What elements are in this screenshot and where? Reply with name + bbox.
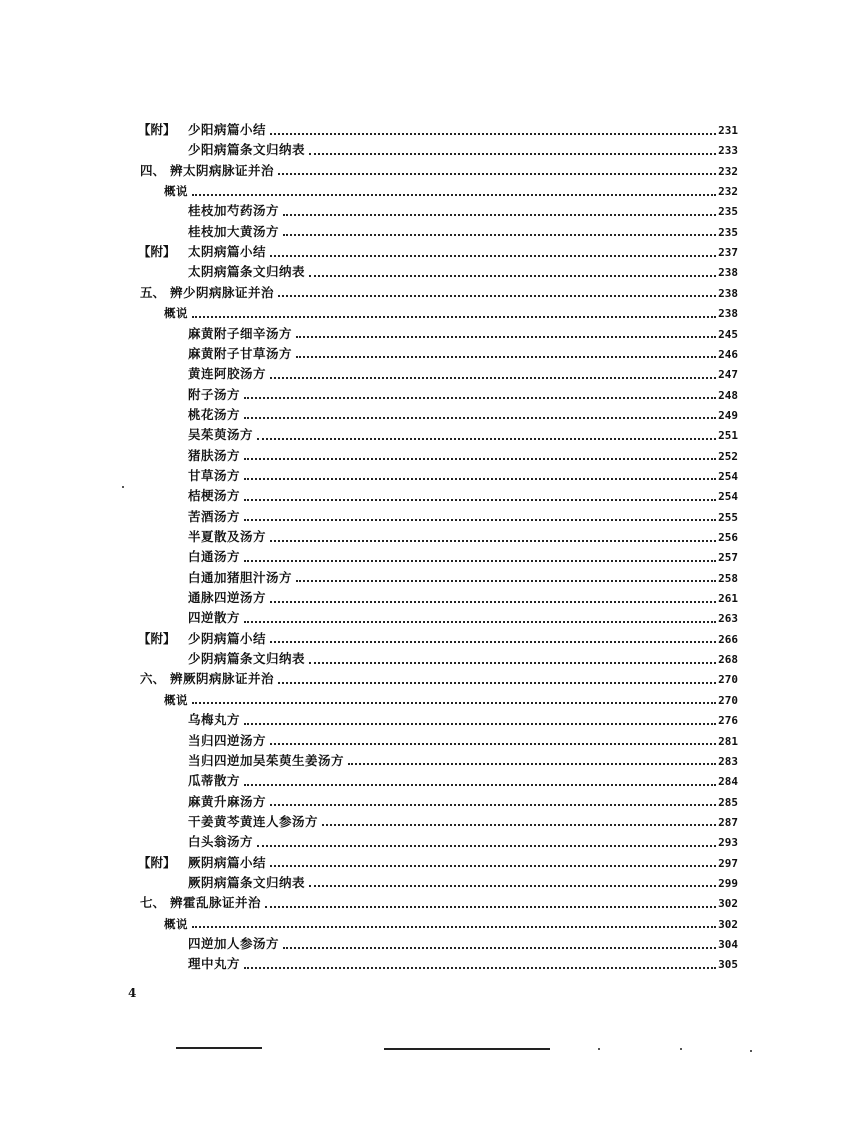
toc-entry [140,161,738,181]
toc-entry-title: 辨太阴病脉证并治 [170,162,275,178]
dot-leader [192,315,716,318]
toc-entry-page-number: 256 [718,531,738,544]
toc-entry [188,608,738,628]
toc-entry-title: 桂枝加芍药汤方 [188,203,280,219]
toc-entry-page-number: 304 [718,938,738,951]
toc-entry [164,303,738,323]
toc-entry [140,669,738,689]
toc-entry-title: 厥阴病篇条文归纳表 [188,874,306,890]
dot-leader [309,661,716,664]
toc-entry-page-number: 249 [718,408,738,422]
toc-entry [188,222,738,242]
toc-entry [188,262,738,282]
dot-leader [192,925,716,928]
toc-entry-title: 吴茱萸汤方 [188,427,254,443]
toc-entry [188,364,738,384]
toc-entry-prefix: 【附】 [138,122,176,137]
toc-entry-title: 麻黄升麻汤方 [188,793,267,809]
dot-leader [283,213,716,216]
toc-entry-title: 少阴病篇小结 [188,630,267,646]
toc-entry-page-number: 238 [718,286,738,300]
toc-entry-page-number: 276 [718,714,738,728]
toc-entry [188,140,738,160]
toc-entry-title: 乌梅丸方 [188,712,241,728]
toc-entry [188,466,738,486]
dot-leader [309,152,716,155]
dot-leader [244,477,716,480]
toc-entry-page-number: 287 [718,815,738,829]
toc-entry [188,792,738,812]
toc-entry-title: 甘草汤方 [188,467,241,483]
toc-entry-prefix: 【附】 [138,244,176,260]
toc-entry-page-number: 281 [718,734,738,748]
toc-entry [188,425,738,445]
toc-entry-page-number: 285 [718,795,738,809]
toc-entry-title: 太阴病篇小结 [188,244,267,260]
toc-entry-title: 通脉四逆汤方 [188,590,267,606]
toc-entry-page-number: 283 [718,754,738,768]
dot-leader [283,233,716,236]
dot-leader [278,294,716,297]
dot-leader [257,437,716,440]
toc-entry-title: 附子汤方 [188,386,241,402]
toc-entry-title: 辨少阴病脉证并治 [170,284,275,300]
dot-leader [278,681,716,684]
toc-entry-page-number: 293 [718,836,738,850]
toc-entry [164,690,738,710]
toc-entry [188,446,738,466]
toc-entry [188,588,738,608]
toc-entry-title: 黄连阿胶汤方 [188,366,267,382]
dot-leader [278,172,716,175]
toc-entry-title: 概说 [164,306,188,321]
toc-entry-page-number: 246 [718,347,738,361]
toc-entry [188,201,738,221]
toc-entry-title: 麻黄附子甘草汤方 [188,345,293,361]
dot-leader [270,640,716,643]
toc-entry-title: 少阳病篇小结 [188,122,267,137]
toc-entry-page-number: 248 [718,388,738,402]
toc-entry-title: 四逆加人参汤方 [188,936,280,951]
toc-entry-page-number: 231 [718,124,738,137]
toc-entry-prefix: 【附】 [138,630,176,646]
toc-entry-prefix: 六、 [140,671,166,687]
dot-leader [296,579,716,582]
toc-entry-title: 理中丸方 [188,956,241,972]
toc-entry-title: 白通汤方 [188,549,241,565]
toc-entry [140,283,738,303]
toc-entry-page-number: 255 [718,510,738,524]
toc-entry-page-number: 233 [718,144,738,158]
toc-entry-title: 概说 [164,692,188,707]
toc-entry-page-number: 238 [718,266,738,280]
dot-leader [244,416,716,419]
dot-leader [244,783,716,786]
toc-entry [188,649,738,669]
toc-entry [138,853,738,873]
toc-entry-page-number: 302 [718,917,738,931]
toc-entry-title: 当归四逆加吴茱萸生姜汤方 [188,752,345,768]
toc-entry-page-number: 268 [718,653,738,667]
toc-entry-page-number: 299 [718,876,738,890]
toc-entry [164,181,738,201]
toc-entry-title: 白头翁汤方 [188,834,254,850]
toc-entry-prefix: 七、 [140,895,166,911]
dot-leader [309,884,716,887]
toc-entry-title: 猪肤汤方 [188,447,241,463]
toc-entry [140,893,738,913]
dot-leader [270,600,716,603]
dot-leader [244,396,716,399]
scan-speck [680,1048,682,1050]
toc-entry-title: 辨厥阴病脉证并治 [170,671,275,687]
toc-entry [188,568,738,588]
dot-leader [244,620,716,623]
toc-entry-page-number: 251 [718,429,738,443]
toc-entry-title: 辨霍乱脉证并治 [170,895,262,911]
dot-leader [244,966,716,969]
toc-entry [188,731,738,751]
toc-entry-prefix: 四、 [140,162,166,178]
footer-rule-center [384,1048,550,1050]
toc-entry-page-number: 232 [718,185,738,199]
toc-entry-title: 桔梗汤方 [188,488,241,504]
toc-entry [188,324,738,344]
toc-entry-prefix: 五、 [140,284,166,300]
dot-leader [283,946,716,949]
toc-entry [164,914,738,934]
dot-leader [265,905,716,908]
toc-entry-page-number: 302 [718,897,738,911]
toc-entry-page-number: 305 [718,958,738,972]
toc-entry-title: 太阴病篇条文归纳表 [188,264,306,280]
toc-entry [188,385,738,405]
toc-entry-page-number: 270 [718,673,738,687]
footer-rule-left [176,1047,262,1049]
dot-leader [270,132,716,135]
dot-leader [244,722,716,725]
toc-entry-page-number: 297 [718,856,738,870]
toc-entry-page-number: 245 [718,327,738,341]
scan-speck [750,1050,752,1052]
scan-speck [122,486,124,488]
dot-leader [270,864,716,867]
dot-leader [270,376,716,379]
dot-leader [296,355,716,358]
toc-entry [188,812,738,832]
toc-entry-page-number: 237 [718,246,738,260]
dot-leader [257,844,716,847]
toc-entry [188,405,738,425]
dot-leader [192,701,716,704]
toc-entry-title: 概说 [164,184,188,199]
toc-entry [188,344,738,364]
toc-entry [188,873,738,893]
toc-entry-page-number: 235 [718,205,738,219]
toc-entry [138,242,738,262]
toc-entry-title: 当归四逆汤方 [188,732,267,748]
dot-leader [244,518,716,521]
toc-entry-title: 干姜黄芩黄连人参汤方 [188,813,319,829]
toc-entry-page-number: 263 [718,612,738,626]
toc-entry-page-number: 235 [718,225,738,239]
dot-leader [322,823,716,826]
dot-leader [244,457,716,460]
toc-entry-page-number: 254 [718,469,738,483]
toc-entry-title: 麻黄附子细辛汤方 [188,325,293,341]
dot-leader [270,539,716,542]
toc-entry [188,954,738,974]
dot-leader [296,335,716,338]
toc-entry [138,120,738,140]
dot-leader [244,559,716,562]
toc-entry-title: 厥阴病篇小结 [188,854,267,870]
dot-leader [244,498,716,501]
toc-entry-title: 概说 [164,916,188,931]
toc-entry [188,934,738,954]
toc-entry-page-number: 257 [718,551,738,565]
toc-entry-title: 白通加猪胆汁汤方 [188,569,293,585]
toc-entry [188,751,738,771]
toc-entry-page-number: 238 [718,307,738,321]
dot-leader [309,274,716,277]
toc-entry [188,486,738,506]
toc-entry-page-number: 261 [718,592,738,606]
toc-entry-page-number: 284 [718,775,738,789]
toc-entry-title: 四逆散方 [188,610,241,626]
toc-entry [188,547,738,567]
dot-leader [270,254,716,257]
toc-entry [188,832,738,852]
toc-entry-page-number: 252 [718,449,738,463]
toc-entry-title: 半夏散及汤方 [188,529,267,544]
toc-entry-title: 桃花汤方 [188,406,241,422]
toc-entry-page-number: 258 [718,571,738,585]
toc-entry-prefix: 【附】 [138,854,176,870]
dot-leader [270,742,716,745]
dot-leader [192,193,716,196]
toc-entry [188,507,738,527]
dot-leader [270,803,716,806]
page-number-marker: 4 [128,986,137,1000]
toc-entry-page-number: 254 [718,490,738,504]
toc-entry [188,771,738,791]
toc-entry-page-number: 270 [718,693,738,707]
toc-entry-page-number: 232 [718,164,738,178]
toc-entry-title: 少阳病篇条文归纳表 [188,142,306,158]
toc-entry-title: 桂枝加大黄汤方 [188,223,280,239]
dot-leader [348,762,716,765]
toc-entry-title: 少阴病篇条文归纳表 [188,651,306,667]
toc-entry-page-number: 247 [718,368,738,382]
toc-entry-title: 苦酒汤方 [188,508,241,524]
toc-entry [138,629,738,649]
toc-entry-page-number: 266 [718,632,738,646]
toc-entry-title: 瓜蒂散方 [188,773,241,789]
toc-entry [188,527,738,547]
toc-entry [188,710,738,730]
scan-speck [598,1048,600,1050]
